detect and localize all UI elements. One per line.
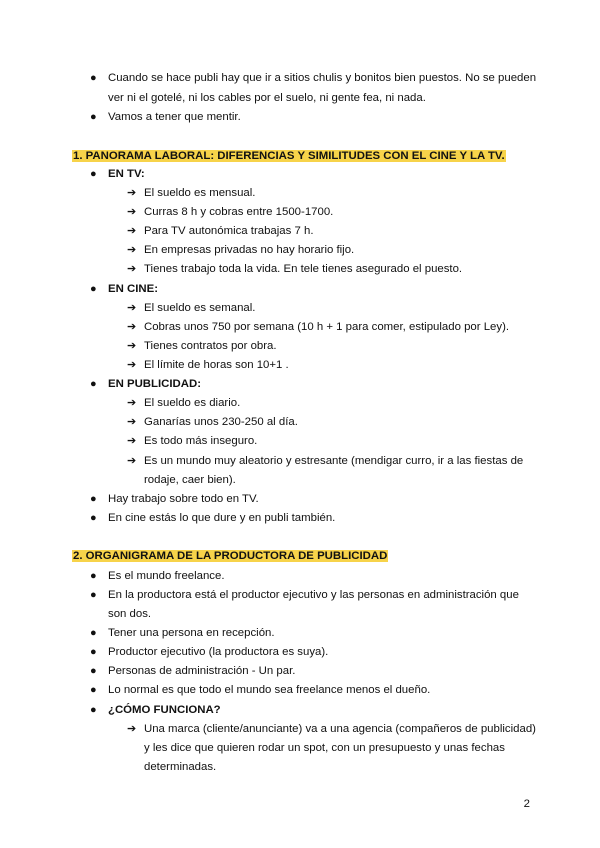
arrow-icon: ➔: [127, 455, 137, 467]
intro-item-1-line-2: ver ni el gotelé, ni los cables por el suelo, ni gente fea, ni nada.: [108, 92, 426, 104]
tv-item: Tienes trabajo toda la vida. En tele tienes asegurado el puesto.: [144, 263, 463, 275]
section-2-heading: [72, 549, 388, 563]
publicidad-item: Ganarías unos 230-250 al día.: [144, 416, 298, 428]
publicidad-label: EN PUBLICIDAD:: [108, 378, 202, 390]
bullet-icon: ●: [90, 570, 97, 582]
funciona-line-3: determinadas.: [144, 761, 217, 773]
arrow-icon: ➔: [127, 723, 137, 735]
section-1-heading: [72, 149, 506, 163]
publicidad-item-last-line-2: rodaje, caer bien).: [144, 474, 236, 486]
section-1-heading-text: 1. PANORAMA LABORAL: DIFERENCIAS Y SIMILITUDES CON EL CINE Y LA TV.: [73, 150, 505, 162]
arrow-icon: ➔: [127, 244, 137, 256]
intro-item-1-line-1: Cuando se hace publi hay que ir a sitios chulis y bonitos bien puestos. No se pueden: [108, 72, 537, 84]
section-2-item-3: Tener una persona en recepción.: [108, 627, 275, 639]
arrow-icon: ➔: [127, 263, 137, 275]
arrow-icon: ➔: [127, 206, 137, 218]
tv-item: En empresas privadas no hay horario fijo.: [144, 244, 355, 256]
funciona-line-2: y les dice que quieren rodar un spot, con un presupuesto y unas fechas: [144, 742, 505, 754]
section-1-extra-2: En cine estás lo que dure y en publi también.: [108, 512, 336, 524]
funciona-label: ¿CÓMO FUNCIONA?: [108, 704, 221, 716]
arrow-icon: ➔: [127, 435, 137, 447]
publicidad-item: Es todo más inseguro.: [144, 435, 258, 447]
tv-item: Curras 8 h y cobras entre 1500-1700.: [144, 206, 334, 218]
bullet-icon: ●: [90, 704, 97, 716]
section-2-item-5: Personas de administración - Un par.: [108, 665, 296, 677]
bullet-icon: ●: [90, 646, 97, 658]
arrow-icon: ➔: [127, 416, 137, 428]
bullet-icon: ●: [90, 283, 97, 295]
section-2-heading-text: 2. ORGANIGRAMA DE LA PRODUCTORA DE PUBLICIDAD: [73, 550, 388, 562]
bullet-icon: ●: [90, 589, 97, 601]
bullet-icon: ●: [90, 72, 97, 84]
bullet-icon: ●: [90, 168, 97, 180]
arrow-icon: ➔: [127, 187, 137, 199]
cine-item: El sueldo es semanal.: [144, 302, 256, 314]
publicidad-item-last-line-1: Es un mundo muy aleatorio y estresante (mendigar curro, ir a las fiestas de: [144, 455, 524, 467]
tv-item: El sueldo es mensual.: [144, 187, 256, 199]
cine-item: El límite de horas son 10+1 .: [144, 359, 289, 371]
arrow-icon: ➔: [127, 359, 137, 371]
bullet-icon: ●: [90, 665, 97, 677]
publicidad-item: El sueldo es diario.: [144, 397, 241, 409]
bullet-icon: ●: [90, 684, 97, 696]
bullet-icon: ●: [90, 512, 97, 524]
cine-label: EN CINE:: [108, 283, 158, 295]
section-2-item-2-line-2: son dos.: [108, 608, 152, 620]
bullet-icon: ●: [90, 378, 97, 390]
arrow-icon: ➔: [127, 321, 137, 333]
section-2-item-4: Productor ejecutivo (la productora es suya).: [108, 646, 329, 658]
cine-item: Cobras unos 750 por semana (10 h + 1 para comer, estipulado por Ley).: [144, 321, 510, 333]
bullet-icon: ●: [90, 111, 97, 123]
section-2-item-2-line-1: En la productora está el productor ejecutivo y las personas en administración que: [108, 589, 519, 601]
arrow-icon: ➔: [127, 302, 137, 314]
section-1-extra-1: Hay trabajo sobre todo en TV.: [108, 493, 259, 505]
cine-item: Tienes contratos por obra.: [144, 340, 277, 352]
tv-label: EN TV:: [108, 168, 145, 180]
section-2-item-6: Lo normal es que todo el mundo sea freelance menos el dueño.: [108, 684, 431, 696]
tv-item: Para TV autonómica trabajas 7 h.: [144, 225, 314, 237]
funciona-line-1: Una marca (cliente/anunciante) va a una agencia (compañeros de publicidad): [144, 723, 536, 735]
intro-item-2: Vamos a tener que mentir.: [108, 111, 241, 123]
bullet-icon: ●: [90, 627, 97, 639]
page-number: 2: [523, 798, 530, 810]
section-2-item-1: Es el mundo freelance.: [108, 570, 225, 582]
arrow-icon: ➔: [127, 225, 137, 237]
bullet-icon: ●: [90, 493, 97, 505]
arrow-icon: ➔: [127, 397, 137, 409]
arrow-icon: ➔: [127, 340, 137, 352]
